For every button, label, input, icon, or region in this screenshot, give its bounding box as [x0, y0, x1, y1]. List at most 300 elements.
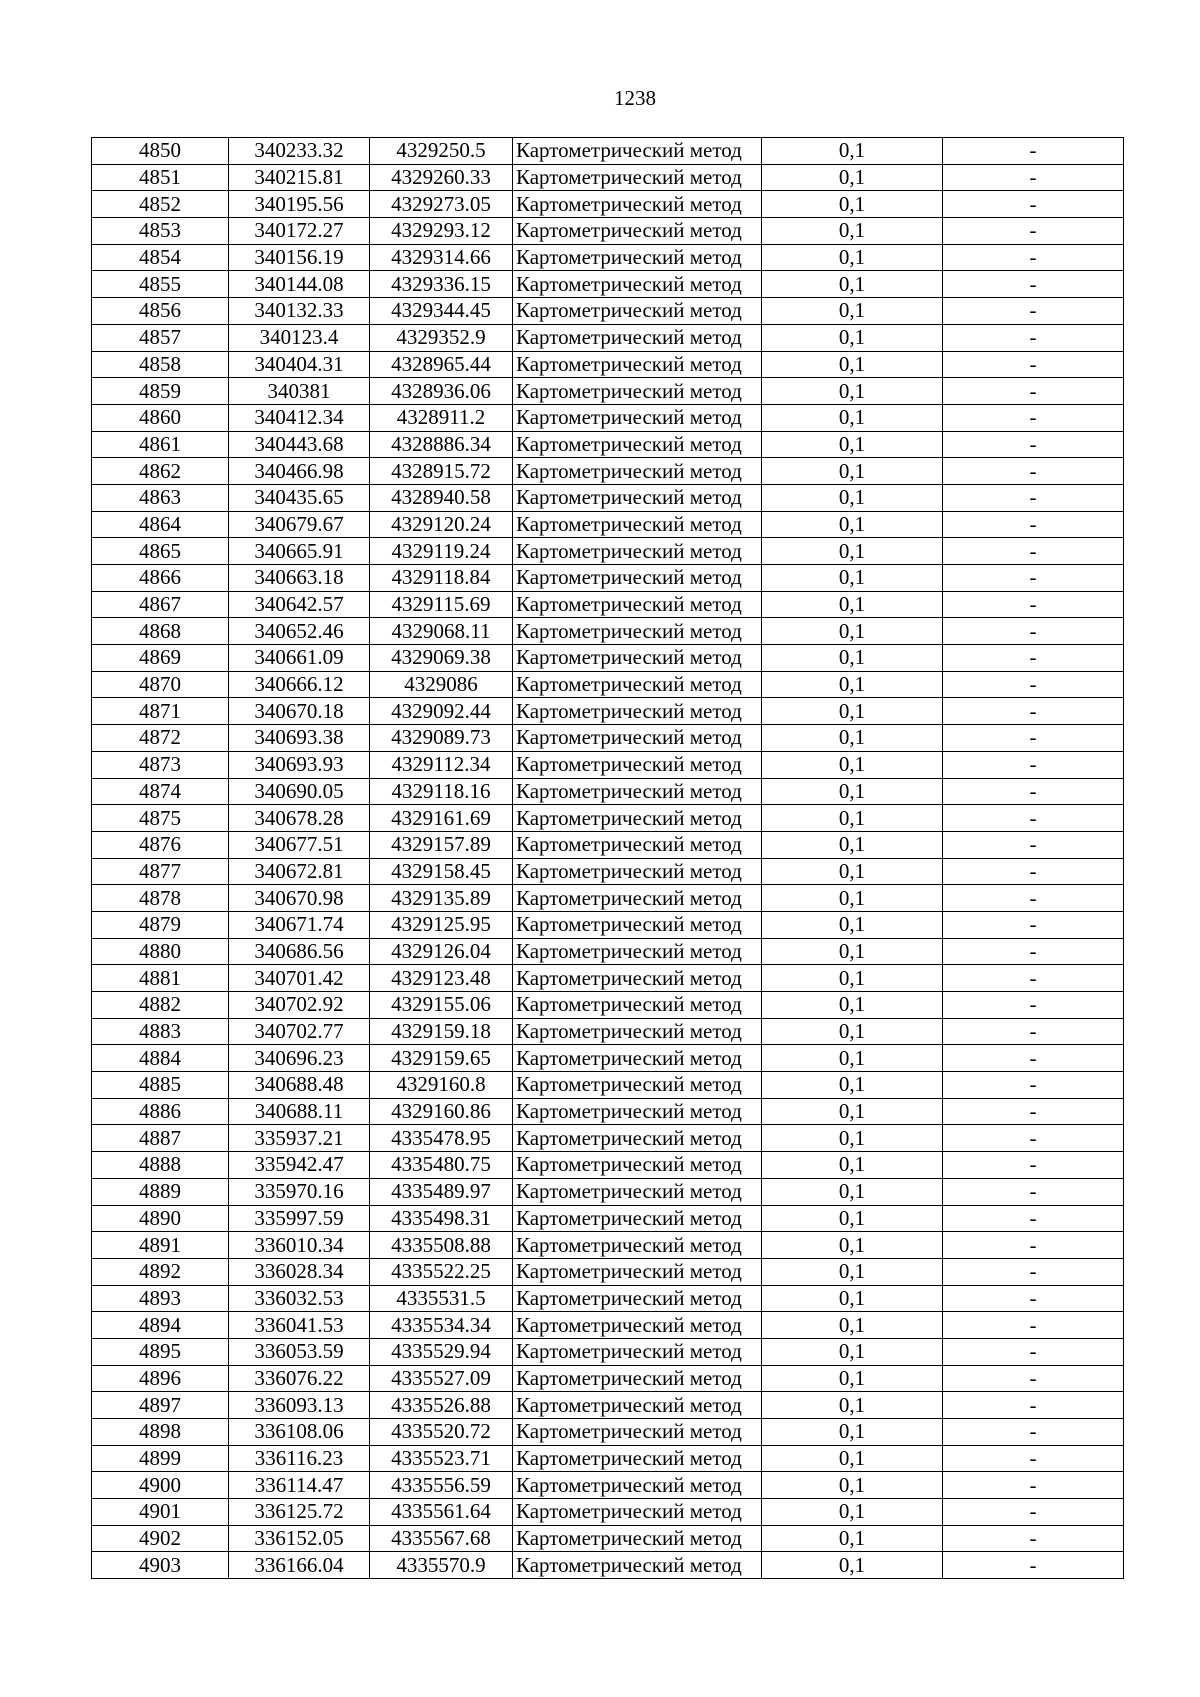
note-cell: - — [943, 645, 1124, 672]
point-number-cell: 4882 — [92, 992, 229, 1019]
accuracy-cell: 0,1 — [762, 404, 943, 431]
y-coordinate-cell: 4328886.34 — [370, 431, 513, 458]
accuracy-cell: 0,1 — [762, 1338, 943, 1365]
y-coordinate-cell: 4329118.84 — [370, 565, 513, 592]
note-cell: - — [943, 484, 1124, 511]
point-number-cell: 4879 — [92, 911, 229, 938]
x-coordinate-cell: 340215.81 — [229, 164, 370, 191]
y-coordinate-cell: 4329160.8 — [370, 1072, 513, 1099]
accuracy-cell: 0,1 — [762, 298, 943, 325]
accuracy-cell: 0,1 — [762, 1392, 943, 1419]
accuracy-cell: 0,1 — [762, 831, 943, 858]
note-cell: - — [943, 992, 1124, 1019]
accuracy-cell: 0,1 — [762, 484, 943, 511]
table-row — [92, 645, 1124, 672]
note-cell: - — [943, 1525, 1124, 1552]
x-coordinate-cell: 336093.13 — [229, 1392, 370, 1419]
method-cell: Картометрический метод — [513, 992, 762, 1019]
method-cell: Картометрический метод — [513, 751, 762, 778]
y-coordinate-cell: 4328936.06 — [370, 378, 513, 405]
table-row — [92, 1125, 1124, 1152]
note-cell: - — [943, 1285, 1124, 1312]
x-coordinate-cell: 340172.27 — [229, 218, 370, 245]
accuracy-cell: 0,1 — [762, 591, 943, 618]
y-coordinate-cell: 4328915.72 — [370, 458, 513, 485]
accuracy-cell: 0,1 — [762, 911, 943, 938]
x-coordinate-cell: 340195.56 — [229, 191, 370, 218]
table-row — [92, 725, 1124, 752]
note-cell: - — [943, 778, 1124, 805]
y-coordinate-cell: 4328940.58 — [370, 484, 513, 511]
note-cell: - — [943, 1205, 1124, 1232]
method-cell: Картометрический метод — [513, 298, 762, 325]
note-cell: - — [943, 671, 1124, 698]
method-cell: Картометрический метод — [513, 164, 762, 191]
x-coordinate-cell: 340663.18 — [229, 565, 370, 592]
accuracy-cell: 0,1 — [762, 1525, 943, 1552]
table-row — [92, 298, 1124, 325]
table-row — [92, 911, 1124, 938]
table-row — [92, 618, 1124, 645]
coordinates-table — [91, 137, 1124, 1579]
note-cell: - — [943, 351, 1124, 378]
x-coordinate-cell: 335997.59 — [229, 1205, 370, 1232]
x-coordinate-cell: 336108.06 — [229, 1419, 370, 1446]
point-number-cell: 4901 — [92, 1499, 229, 1526]
y-coordinate-cell: 4335478.95 — [370, 1125, 513, 1152]
x-coordinate-cell: 340233.32 — [229, 138, 370, 165]
point-number-cell: 4870 — [92, 671, 229, 698]
note-cell: - — [943, 751, 1124, 778]
y-coordinate-cell: 4335529.94 — [370, 1338, 513, 1365]
y-coordinate-cell: 4328965.44 — [370, 351, 513, 378]
table-row — [92, 458, 1124, 485]
accuracy-cell: 0,1 — [762, 458, 943, 485]
note-cell: - — [943, 298, 1124, 325]
point-number-cell: 4867 — [92, 591, 229, 618]
x-coordinate-cell: 340435.65 — [229, 484, 370, 511]
coordinates-table-body — [92, 138, 1124, 1579]
point-number-cell: 4860 — [92, 404, 229, 431]
y-coordinate-cell: 4335567.68 — [370, 1525, 513, 1552]
accuracy-cell: 0,1 — [762, 698, 943, 725]
method-cell: Картометрический метод — [513, 1525, 762, 1552]
point-number-cell: 4902 — [92, 1525, 229, 1552]
table-row — [92, 1499, 1124, 1526]
accuracy-cell: 0,1 — [762, 1365, 943, 1392]
note-cell: - — [943, 1018, 1124, 1045]
note-cell: - — [943, 858, 1124, 885]
x-coordinate-cell: 336116.23 — [229, 1445, 370, 1472]
point-number-cell: 4880 — [92, 938, 229, 965]
x-coordinate-cell: 340132.33 — [229, 298, 370, 325]
table-row — [92, 1525, 1124, 1552]
x-coordinate-cell: 340690.05 — [229, 778, 370, 805]
note-cell: - — [943, 511, 1124, 538]
note-cell: - — [943, 324, 1124, 351]
table-row — [92, 138, 1124, 165]
point-number-cell: 4864 — [92, 511, 229, 538]
accuracy-cell: 0,1 — [762, 858, 943, 885]
point-number-cell: 4887 — [92, 1125, 229, 1152]
method-cell: Картометрический метод — [513, 1365, 762, 1392]
y-coordinate-cell: 4329118.16 — [370, 778, 513, 805]
point-number-cell: 4876 — [92, 831, 229, 858]
y-coordinate-cell: 4329126.04 — [370, 938, 513, 965]
accuracy-cell: 0,1 — [762, 1419, 943, 1446]
y-coordinate-cell: 4335527.09 — [370, 1365, 513, 1392]
point-number-cell: 4856 — [92, 298, 229, 325]
point-number-cell: 4897 — [92, 1392, 229, 1419]
point-number-cell: 4865 — [92, 538, 229, 565]
method-cell: Картометрический метод — [513, 831, 762, 858]
table-row — [92, 858, 1124, 885]
method-cell: Картометрический метод — [513, 458, 762, 485]
accuracy-cell: 0,1 — [762, 1205, 943, 1232]
x-coordinate-cell: 340665.91 — [229, 538, 370, 565]
y-coordinate-cell: 4329158.45 — [370, 858, 513, 885]
note-cell: - — [943, 1552, 1124, 1579]
x-coordinate-cell: 340156.19 — [229, 244, 370, 271]
table-row — [92, 1552, 1124, 1579]
table-row — [92, 805, 1124, 832]
table-row — [92, 324, 1124, 351]
accuracy-cell: 0,1 — [762, 778, 943, 805]
y-coordinate-cell: 4329161.69 — [370, 805, 513, 832]
point-number-cell: 4894 — [92, 1312, 229, 1339]
accuracy-cell: 0,1 — [762, 271, 943, 298]
method-cell: Картометрический метод — [513, 138, 762, 165]
accuracy-cell: 0,1 — [762, 965, 943, 992]
note-cell: - — [943, 191, 1124, 218]
point-number-cell: 4868 — [92, 618, 229, 645]
note-cell: - — [943, 1232, 1124, 1259]
y-coordinate-cell: 4328911.2 — [370, 404, 513, 431]
x-coordinate-cell: 336114.47 — [229, 1472, 370, 1499]
accuracy-cell: 0,1 — [762, 378, 943, 405]
point-number-cell: 4877 — [92, 858, 229, 885]
method-cell: Картометрический метод — [513, 1552, 762, 1579]
accuracy-cell: 0,1 — [762, 992, 943, 1019]
note-cell: - — [943, 1419, 1124, 1446]
note-cell: - — [943, 164, 1124, 191]
point-number-cell: 4858 — [92, 351, 229, 378]
note-cell: - — [943, 911, 1124, 938]
method-cell: Картометрический метод — [513, 191, 762, 218]
y-coordinate-cell: 4329068.11 — [370, 618, 513, 645]
point-number-cell: 4893 — [92, 1285, 229, 1312]
table-row — [92, 1365, 1124, 1392]
table-row — [92, 885, 1124, 912]
y-coordinate-cell: 4329157.89 — [370, 831, 513, 858]
accuracy-cell: 0,1 — [762, 885, 943, 912]
y-coordinate-cell: 4335561.64 — [370, 1499, 513, 1526]
y-coordinate-cell: 4335508.88 — [370, 1232, 513, 1259]
method-cell: Картометрический метод — [513, 324, 762, 351]
method-cell: Картометрический метод — [513, 645, 762, 672]
note-cell: - — [943, 244, 1124, 271]
x-coordinate-cell: 340686.56 — [229, 938, 370, 965]
x-coordinate-cell: 340671.74 — [229, 911, 370, 938]
method-cell: Картометрический метод — [513, 218, 762, 245]
note-cell: - — [943, 404, 1124, 431]
y-coordinate-cell: 4335480.75 — [370, 1152, 513, 1179]
table-row — [92, 1072, 1124, 1099]
table-row — [92, 164, 1124, 191]
y-coordinate-cell: 4329119.24 — [370, 538, 513, 565]
table-row — [92, 431, 1124, 458]
table-row — [92, 484, 1124, 511]
accuracy-cell: 0,1 — [762, 1499, 943, 1526]
point-number-cell: 4874 — [92, 778, 229, 805]
method-cell: Картометрический метод — [513, 911, 762, 938]
x-coordinate-cell: 335942.47 — [229, 1152, 370, 1179]
y-coordinate-cell: 4335489.97 — [370, 1178, 513, 1205]
note-cell: - — [943, 218, 1124, 245]
point-number-cell: 4875 — [92, 805, 229, 832]
point-number-cell: 4853 — [92, 218, 229, 245]
point-number-cell: 4900 — [92, 1472, 229, 1499]
y-coordinate-cell: 4329120.24 — [370, 511, 513, 538]
note-cell: - — [943, 1045, 1124, 1072]
method-cell: Картометрический метод — [513, 591, 762, 618]
x-coordinate-cell: 335937.21 — [229, 1125, 370, 1152]
y-coordinate-cell: 4329250.5 — [370, 138, 513, 165]
x-coordinate-cell: 340381 — [229, 378, 370, 405]
y-coordinate-cell: 4329273.05 — [370, 191, 513, 218]
note-cell: - — [943, 618, 1124, 645]
note-cell: - — [943, 1312, 1124, 1339]
accuracy-cell: 0,1 — [762, 1045, 943, 1072]
table-row — [92, 271, 1124, 298]
table-row — [92, 378, 1124, 405]
accuracy-cell: 0,1 — [762, 1312, 943, 1339]
x-coordinate-cell: 336152.05 — [229, 1525, 370, 1552]
y-coordinate-cell: 4329314.66 — [370, 244, 513, 271]
table-row — [92, 1098, 1124, 1125]
method-cell: Картометрический метод — [513, 778, 762, 805]
point-number-cell: 4885 — [92, 1072, 229, 1099]
note-cell: - — [943, 378, 1124, 405]
accuracy-cell: 0,1 — [762, 218, 943, 245]
accuracy-cell: 0,1 — [762, 431, 943, 458]
method-cell: Картометрический метод — [513, 351, 762, 378]
table-row — [92, 1178, 1124, 1205]
note-cell: - — [943, 271, 1124, 298]
point-number-cell: 4855 — [92, 271, 229, 298]
point-number-cell: 4851 — [92, 164, 229, 191]
method-cell: Картометрический метод — [513, 1312, 762, 1339]
method-cell: Картометрический метод — [513, 511, 762, 538]
accuracy-cell: 0,1 — [762, 538, 943, 565]
note-cell: - — [943, 1445, 1124, 1472]
table-row — [92, 1338, 1124, 1365]
accuracy-cell: 0,1 — [762, 1152, 943, 1179]
x-coordinate-cell: 340678.28 — [229, 805, 370, 832]
note-cell: - — [943, 1365, 1124, 1392]
y-coordinate-cell: 4335556.59 — [370, 1472, 513, 1499]
x-coordinate-cell: 340412.34 — [229, 404, 370, 431]
x-coordinate-cell: 340661.09 — [229, 645, 370, 672]
table-row — [92, 751, 1124, 778]
method-cell: Картометрический метод — [513, 1258, 762, 1285]
x-coordinate-cell: 340670.18 — [229, 698, 370, 725]
x-coordinate-cell: 340443.68 — [229, 431, 370, 458]
table-row — [92, 1258, 1124, 1285]
note-cell: - — [943, 965, 1124, 992]
method-cell: Картометрический метод — [513, 698, 762, 725]
y-coordinate-cell: 4329293.12 — [370, 218, 513, 245]
table-row — [92, 1392, 1124, 1419]
table-row — [92, 778, 1124, 805]
y-coordinate-cell: 4335534.34 — [370, 1312, 513, 1339]
point-number-cell: 4852 — [92, 191, 229, 218]
table-row — [92, 1018, 1124, 1045]
point-number-cell: 4862 — [92, 458, 229, 485]
point-number-cell: 4888 — [92, 1152, 229, 1179]
table-row — [92, 992, 1124, 1019]
point-number-cell: 4892 — [92, 1258, 229, 1285]
table-row — [92, 511, 1124, 538]
accuracy-cell: 0,1 — [762, 1232, 943, 1259]
y-coordinate-cell: 4335570.9 — [370, 1552, 513, 1579]
note-cell: - — [943, 1338, 1124, 1365]
method-cell: Картометрический метод — [513, 1419, 762, 1446]
method-cell: Картометрический метод — [513, 244, 762, 271]
method-cell: Картометрический метод — [513, 1125, 762, 1152]
note-cell: - — [943, 1258, 1124, 1285]
method-cell: Картометрический метод — [513, 431, 762, 458]
note-cell: - — [943, 1178, 1124, 1205]
method-cell: Картометрический метод — [513, 538, 762, 565]
table-row — [92, 1205, 1124, 1232]
x-coordinate-cell: 340696.23 — [229, 1045, 370, 1072]
note-cell: - — [943, 538, 1124, 565]
x-coordinate-cell: 336125.72 — [229, 1499, 370, 1526]
method-cell: Картометрический метод — [513, 618, 762, 645]
table-row — [92, 1312, 1124, 1339]
method-cell: Картометрический метод — [513, 565, 762, 592]
table-row — [92, 1152, 1124, 1179]
method-cell: Картометрический метод — [513, 1045, 762, 1072]
accuracy-cell: 0,1 — [762, 244, 943, 271]
note-cell: - — [943, 565, 1124, 592]
table-row — [92, 244, 1124, 271]
method-cell: Картометрический метод — [513, 404, 762, 431]
accuracy-cell: 0,1 — [762, 1472, 943, 1499]
accuracy-cell: 0,1 — [762, 1445, 943, 1472]
method-cell: Картометрический метод — [513, 1499, 762, 1526]
method-cell: Картометрический метод — [513, 858, 762, 885]
accuracy-cell: 0,1 — [762, 565, 943, 592]
note-cell: - — [943, 458, 1124, 485]
point-number-cell: 4898 — [92, 1419, 229, 1446]
y-coordinate-cell: 4329155.06 — [370, 992, 513, 1019]
x-coordinate-cell: 340144.08 — [229, 271, 370, 298]
method-cell: Картометрический метод — [513, 1098, 762, 1125]
y-coordinate-cell: 4329352.9 — [370, 324, 513, 351]
note-cell: - — [943, 698, 1124, 725]
accuracy-cell: 0,1 — [762, 164, 943, 191]
accuracy-cell: 0,1 — [762, 1098, 943, 1125]
x-coordinate-cell: 336076.22 — [229, 1365, 370, 1392]
x-coordinate-cell: 340702.92 — [229, 992, 370, 1019]
point-number-cell: 4866 — [92, 565, 229, 592]
x-coordinate-cell: 340693.93 — [229, 751, 370, 778]
point-number-cell: 4889 — [92, 1178, 229, 1205]
point-number-cell: 4884 — [92, 1045, 229, 1072]
method-cell: Картометрический метод — [513, 1018, 762, 1045]
y-coordinate-cell: 4329123.48 — [370, 965, 513, 992]
point-number-cell: 4859 — [92, 378, 229, 405]
accuracy-cell: 0,1 — [762, 645, 943, 672]
method-cell: Картометрический метод — [513, 1152, 762, 1179]
point-number-cell: 4857 — [92, 324, 229, 351]
point-number-cell: 4890 — [92, 1205, 229, 1232]
x-coordinate-cell: 340670.98 — [229, 885, 370, 912]
x-coordinate-cell: 340688.11 — [229, 1098, 370, 1125]
method-cell: Картометрический метод — [513, 1072, 762, 1099]
method-cell: Картометрический метод — [513, 1285, 762, 1312]
method-cell: Картометрический метод — [513, 378, 762, 405]
y-coordinate-cell: 4329125.95 — [370, 911, 513, 938]
method-cell: Картометрический метод — [513, 1445, 762, 1472]
page-number: 1238 — [614, 86, 656, 110]
accuracy-cell: 0,1 — [762, 1018, 943, 1045]
accuracy-cell: 0,1 — [762, 1125, 943, 1152]
method-cell: Картометрический метод — [513, 484, 762, 511]
point-number-cell: 4873 — [92, 751, 229, 778]
accuracy-cell: 0,1 — [762, 138, 943, 165]
method-cell: Картометрический метод — [513, 1232, 762, 1259]
y-coordinate-cell: 4329260.33 — [370, 164, 513, 191]
note-cell: - — [943, 1072, 1124, 1099]
y-coordinate-cell: 4329092.44 — [370, 698, 513, 725]
y-coordinate-cell: 4329112.34 — [370, 751, 513, 778]
x-coordinate-cell: 340466.98 — [229, 458, 370, 485]
y-coordinate-cell: 4335520.72 — [370, 1419, 513, 1446]
accuracy-cell: 0,1 — [762, 618, 943, 645]
method-cell: Картометрический метод — [513, 271, 762, 298]
y-coordinate-cell: 4335523.71 — [370, 1445, 513, 1472]
x-coordinate-cell: 336032.53 — [229, 1285, 370, 1312]
note-cell: - — [943, 1499, 1124, 1526]
x-coordinate-cell: 336166.04 — [229, 1552, 370, 1579]
y-coordinate-cell: 4329115.69 — [370, 591, 513, 618]
table-row — [92, 671, 1124, 698]
point-number-cell: 4881 — [92, 965, 229, 992]
accuracy-cell: 0,1 — [762, 671, 943, 698]
accuracy-cell: 0,1 — [762, 1072, 943, 1099]
table-row — [92, 1045, 1124, 1072]
table-row — [92, 1445, 1124, 1472]
table-row — [92, 1472, 1124, 1499]
method-cell: Картометрический метод — [513, 938, 762, 965]
y-coordinate-cell: 4335531.5 — [370, 1285, 513, 1312]
table-row — [92, 191, 1124, 218]
point-number-cell: 4878 — [92, 885, 229, 912]
table-row — [92, 1419, 1124, 1446]
accuracy-cell: 0,1 — [762, 191, 943, 218]
point-number-cell: 4886 — [92, 1098, 229, 1125]
method-cell: Картометрический метод — [513, 725, 762, 752]
point-number-cell: 4850 — [92, 138, 229, 165]
point-number-cell: 4883 — [92, 1018, 229, 1045]
y-coordinate-cell: 4329344.45 — [370, 298, 513, 325]
note-cell: - — [943, 1472, 1124, 1499]
accuracy-cell: 0,1 — [762, 938, 943, 965]
method-cell: Картометрический метод — [513, 1472, 762, 1499]
